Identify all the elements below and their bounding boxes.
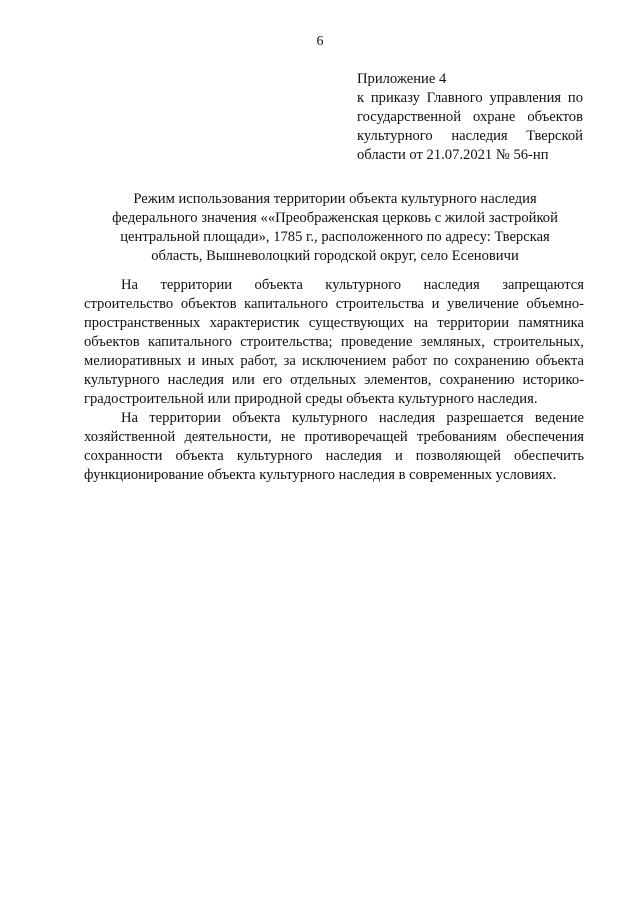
paragraph-line: На территории объекта культурного наследия запрещаются	[121, 277, 584, 293]
title-line: Режим использования территории объекта культурного наследия	[133, 191, 537, 207]
title-line: центральной площади», 1785 г., расположенного по адресу: Тверская	[120, 229, 550, 245]
page-number: 6	[316, 34, 324, 49]
paragraph-permissions	[84, 409, 584, 485]
appendix-line: Приложение 4	[357, 71, 447, 87]
paragraph-line: культурного наследия или его отдельных элементов, сохранению историко-	[84, 372, 584, 388]
title-line: область, Вышневолоцкий городской округ, село Есеновичи	[151, 248, 519, 264]
paragraph-line: градостроительной или природной среды объекта культурного наследия.	[84, 391, 538, 407]
paragraph-line: строительство объектов капитального строительства и увеличение объемно-	[84, 296, 584, 312]
paragraph-line: На территории объекта культурного наследия разрешается ведение	[121, 410, 584, 426]
appendix-line: государственной охране объектов	[357, 109, 583, 125]
document-title	[90, 190, 580, 266]
appendix-line: области от 21.07.2021 № 56-нп	[357, 147, 549, 163]
document-body	[84, 276, 584, 485]
paragraph-line: функционирование объекта культурного наследия в современных условиях.	[84, 467, 557, 483]
paragraph-line: сохранности объекта культурного наследия и позволяющей обеспечить	[84, 448, 584, 464]
title-line: федерального значения ««Преображенская церковь с жилой застройкой	[112, 210, 558, 226]
paragraph-line: хозяйственной деятельности, не противоречащей требованиям обеспечения	[84, 429, 584, 445]
appendix-line: к приказу Главного управления по	[357, 90, 583, 106]
paragraph-line: пространственных характеристик существующих на территории памятника	[84, 315, 584, 331]
paragraph-prohibitions	[84, 276, 584, 409]
appendix-line: культурного наследия Тверской	[357, 128, 583, 144]
paragraph-line: объектов капитального строительства; проведение земляных, строительных,	[84, 334, 584, 350]
appendix-header	[357, 70, 583, 165]
paragraph-line: мелиоративных и иных работ, за исключением работ по сохранению объекта	[84, 353, 584, 369]
